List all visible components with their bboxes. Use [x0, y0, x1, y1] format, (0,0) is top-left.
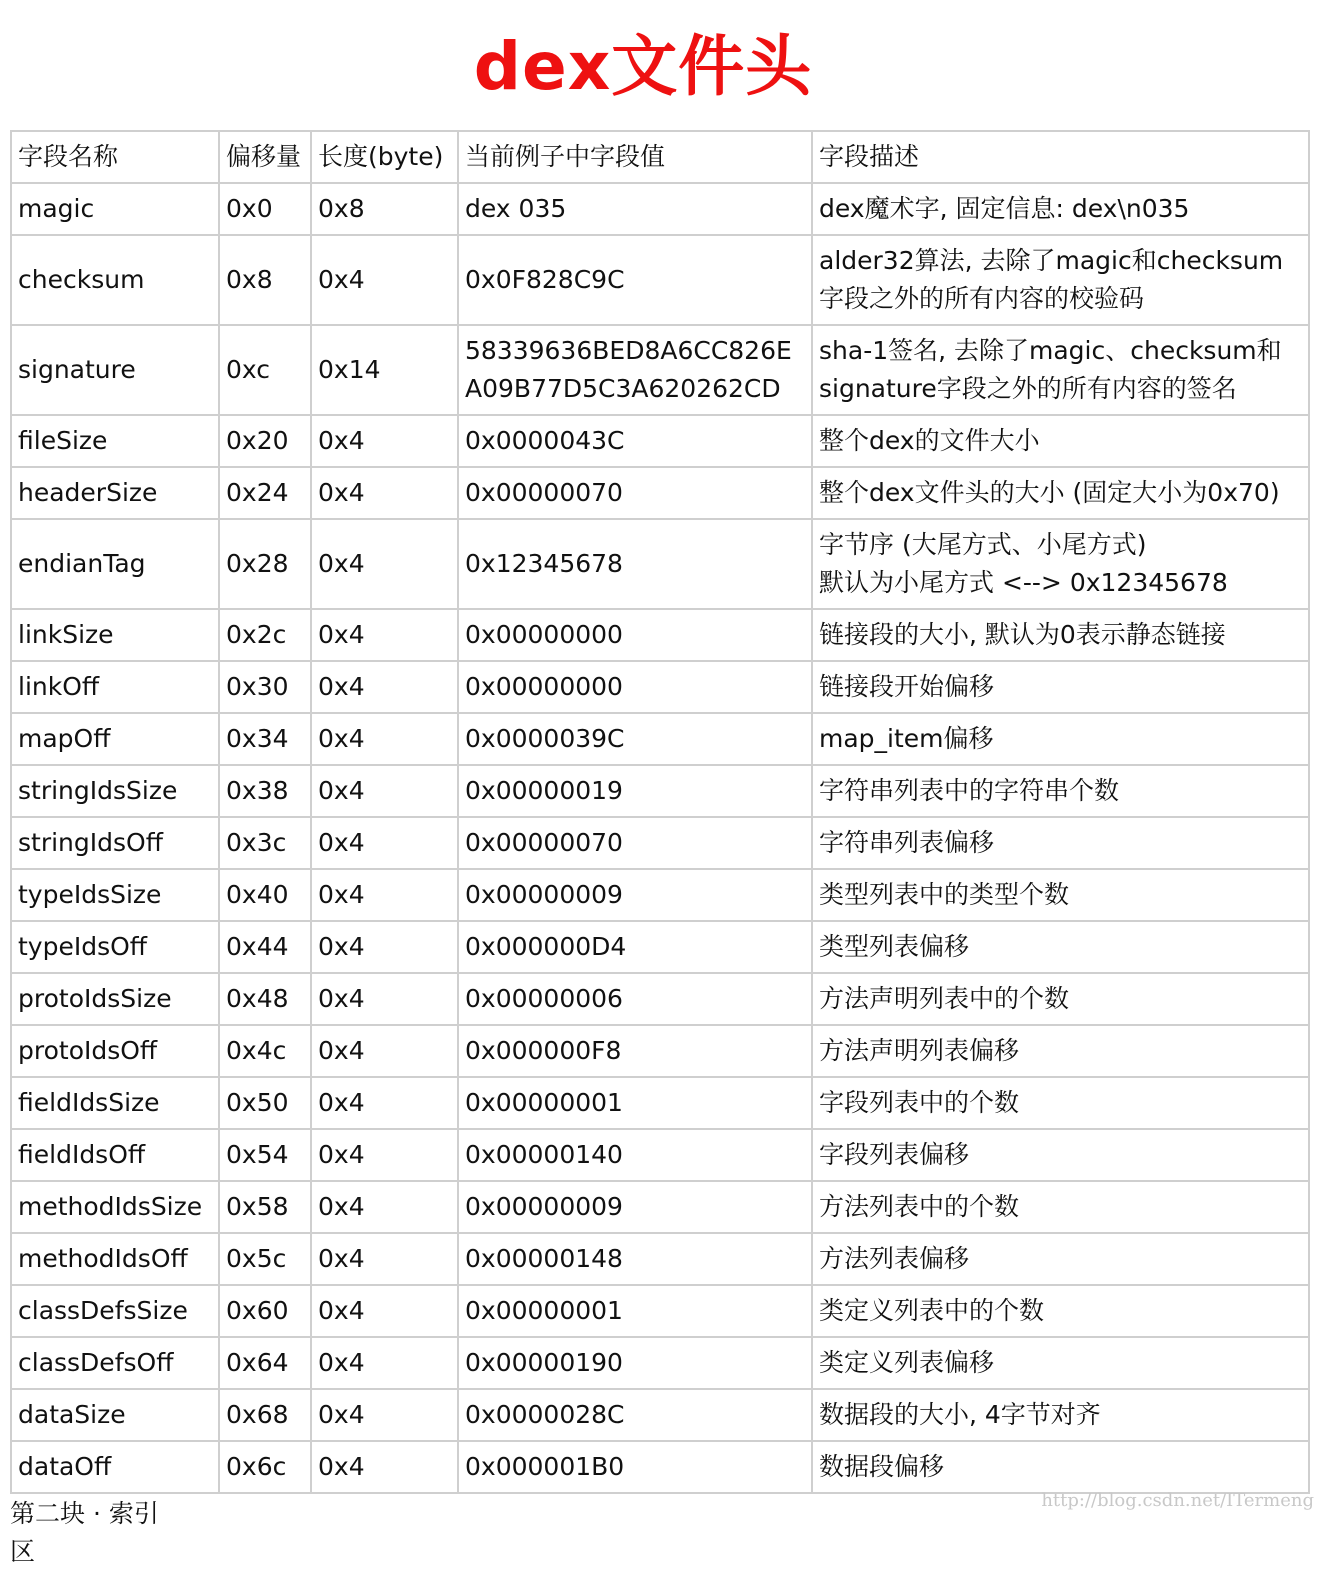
field-name-cell: classDefsOff	[11, 1337, 219, 1389]
value-cell-line: 0x00000009	[465, 880, 623, 909]
length-cell: 0x4	[311, 661, 458, 713]
description-cell-line: 方法列表偏移	[819, 1244, 970, 1273]
field-name-cell: stringIdsSize	[11, 765, 219, 817]
description-cell	[812, 1077, 1309, 1129]
length-cell: 0x4	[311, 1389, 458, 1441]
field-name-cell: mapOff	[11, 713, 219, 765]
length-cell: 0x4	[311, 765, 458, 817]
value-cell	[458, 1129, 812, 1181]
value-cell	[458, 467, 812, 519]
description-cell-line: 字节序 (大尾方式、小尾方式)	[819, 530, 1147, 559]
length-cell: 0x4	[311, 1077, 458, 1129]
field-name-cell: headerSize	[11, 467, 219, 519]
offset-cell: 0x64	[219, 1337, 311, 1389]
description-cell	[812, 921, 1309, 973]
offset-cell: 0x24	[219, 467, 311, 519]
description-cell-line: 整个dex的文件大小	[819, 426, 1040, 455]
description-cell	[812, 1389, 1309, 1441]
length-cell: 0x4	[311, 235, 458, 325]
value-cell	[458, 713, 812, 765]
offset-cell: 0x44	[219, 921, 311, 973]
offset-cell: 0x0	[219, 183, 311, 235]
value-cell	[458, 973, 812, 1025]
value-cell-line: 0x0000039C	[465, 724, 625, 753]
table-row	[11, 765, 1309, 817]
offset-cell: 0x5c	[219, 1233, 311, 1285]
description-cell	[812, 817, 1309, 869]
offset-cell: 0x38	[219, 765, 311, 817]
offset-cell: 0xc	[219, 325, 311, 415]
value-cell	[458, 325, 812, 415]
description-cell-line: 类型列表中的类型个数	[819, 880, 1070, 909]
description-cell-line: 数据段的大小, 4字节对齐	[819, 1400, 1101, 1429]
length-cell: 0x4	[311, 1285, 458, 1337]
description-cell-line: 方法声明列表中的个数	[819, 984, 1070, 1013]
value-cell-line: 0x00000006	[465, 984, 623, 1013]
offset-cell: 0x3c	[219, 817, 311, 869]
length-cell: 0x4	[311, 519, 458, 609]
value-cell-line: 0x0000028C	[465, 1400, 625, 1429]
field-name-cell: endianTag	[11, 519, 219, 609]
description-cell	[812, 765, 1309, 817]
length-cell: 0x4	[311, 1129, 458, 1181]
description-cell-line: 数据段偏移	[819, 1452, 945, 1481]
length-cell: 0x14	[311, 325, 458, 415]
description-cell-line: 默认为小尾方式 <--> 0x12345678	[819, 568, 1228, 597]
length-cell: 0x4	[311, 921, 458, 973]
table-row	[11, 921, 1309, 973]
value-cell-line: 0x0F828C9C	[465, 265, 625, 294]
page-title: dex文件头	[473, 28, 813, 105]
offset-cell: 0x58	[219, 1181, 311, 1233]
field-name-cell: signature	[11, 325, 219, 415]
value-cell-line: 0x00000001	[465, 1296, 623, 1325]
value-cell	[458, 519, 812, 609]
table-row	[11, 1129, 1309, 1181]
value-cell	[458, 1285, 812, 1337]
length-cell: 0x4	[311, 467, 458, 519]
value-cell-line: A09B77D5C3A620262CD	[465, 374, 781, 403]
value-cell	[458, 235, 812, 325]
value-cell-line: 0x0000043C	[465, 426, 625, 455]
table-row	[11, 1441, 1309, 1493]
description-cell	[812, 1441, 1309, 1493]
offset-cell: 0x60	[219, 1285, 311, 1337]
offset-cell: 0x28	[219, 519, 311, 609]
column-header-length: 长度(byte)	[311, 131, 458, 183]
table-header-row	[11, 131, 1309, 183]
description-cell-line: 类定义列表偏移	[819, 1348, 995, 1377]
value-cell-line: 0x000000D4	[465, 932, 627, 961]
table-row	[11, 519, 1309, 609]
field-name-cell: checksum	[11, 235, 219, 325]
value-cell	[458, 1389, 812, 1441]
offset-cell: 0x50	[219, 1077, 311, 1129]
description-cell	[812, 713, 1309, 765]
offset-cell: 0x2c	[219, 609, 311, 661]
value-cell-line: 0x00000019	[465, 776, 623, 805]
description-cell-line: 类型列表偏移	[819, 932, 970, 961]
next-section-caption: 第二块 · 索引区	[10, 1499, 159, 1566]
offset-cell: 0x54	[219, 1129, 311, 1181]
table-row	[11, 1337, 1309, 1389]
table-row	[11, 1077, 1309, 1129]
watermark: http://blog.csdn.net/ITermeng	[1041, 1490, 1314, 1511]
value-cell-line: 0x00000009	[465, 1192, 623, 1221]
table-row	[11, 869, 1309, 921]
length-cell: 0x4	[311, 1025, 458, 1077]
length-cell: 0x4	[311, 817, 458, 869]
field-name-cell: magic	[11, 183, 219, 235]
value-cell	[458, 817, 812, 869]
value-cell-line: 0x00000001	[465, 1088, 623, 1117]
description-cell-line: 字符串列表偏移	[819, 828, 995, 857]
column-header-description: 字段描述	[812, 131, 1309, 183]
value-cell	[458, 415, 812, 467]
value-cell	[458, 183, 812, 235]
description-cell-line: 方法列表中的个数	[819, 1192, 1020, 1221]
field-name-cell: stringIdsOff	[11, 817, 219, 869]
description-cell	[812, 1285, 1309, 1337]
description-cell-line: 方法声明列表偏移	[819, 1036, 1020, 1065]
description-cell	[812, 519, 1309, 609]
description-cell	[812, 1233, 1309, 1285]
value-cell-line: 0x12345678	[465, 549, 623, 578]
value-cell	[458, 921, 812, 973]
value-cell	[458, 1441, 812, 1493]
field-name-cell: protoIdsOff	[11, 1025, 219, 1077]
value-cell-line: 0x000001B0	[465, 1452, 625, 1481]
field-name-cell: fieldIdsSize	[11, 1077, 219, 1129]
field-name-cell: protoIdsSize	[11, 973, 219, 1025]
description-cell-line: 链接段开始偏移	[819, 672, 995, 701]
table-row	[11, 661, 1309, 713]
value-cell	[458, 1233, 812, 1285]
description-cell-line: alder32算法, 去除了magic和checksum	[819, 246, 1284, 275]
description-cell	[812, 235, 1309, 325]
description-cell-line: 字段列表偏移	[819, 1140, 970, 1169]
value-cell-line: 0x00000190	[465, 1348, 623, 1377]
field-name-cell: methodIdsOff	[11, 1233, 219, 1285]
value-cell-line: 0x00000140	[465, 1140, 623, 1169]
table-row	[11, 713, 1309, 765]
field-name-cell: fileSize	[11, 415, 219, 467]
description-cell	[812, 1025, 1309, 1077]
length-cell: 0x4	[311, 1233, 458, 1285]
description-cell-line: 字段列表中的个数	[819, 1088, 1020, 1117]
description-cell	[812, 661, 1309, 713]
description-cell-line: dex魔术字, 固定信息: dex\n035	[819, 194, 1190, 223]
value-cell	[458, 1181, 812, 1233]
offset-cell: 0x40	[219, 869, 311, 921]
field-name-cell: methodIdsSize	[11, 1181, 219, 1233]
field-name-cell: typeIdsOff	[11, 921, 219, 973]
length-cell: 0x8	[311, 183, 458, 235]
table-row	[11, 817, 1309, 869]
field-name-cell: linkSize	[11, 609, 219, 661]
length-cell: 0x4	[311, 609, 458, 661]
table-row	[11, 467, 1309, 519]
offset-cell: 0x8	[219, 235, 311, 325]
field-name-cell: classDefsSize	[11, 1285, 219, 1337]
description-cell	[812, 1337, 1309, 1389]
description-cell	[812, 869, 1309, 921]
length-cell: 0x4	[311, 1337, 458, 1389]
offset-cell: 0x6c	[219, 1441, 311, 1493]
table-row	[11, 1233, 1309, 1285]
description-cell	[812, 415, 1309, 467]
table-row	[11, 183, 1309, 235]
description-cell	[812, 467, 1309, 519]
length-cell: 0x4	[311, 713, 458, 765]
value-cell-line: 0x00000000	[465, 672, 623, 701]
value-cell	[458, 1025, 812, 1077]
field-name-cell: dataSize	[11, 1389, 219, 1441]
value-cell-line: 0x00000070	[465, 478, 623, 507]
field-name-cell: typeIdsSize	[11, 869, 219, 921]
length-cell: 0x4	[311, 973, 458, 1025]
description-cell-line: sha-1签名, 去除了magic、checksum和	[819, 336, 1282, 365]
description-cell-line: 字段之外的所有内容的校验码	[819, 284, 1145, 313]
description-cell	[812, 1181, 1309, 1233]
description-cell	[812, 183, 1309, 235]
value-cell-line: 0x00000148	[465, 1244, 623, 1273]
dex-header-table	[10, 130, 1310, 1494]
value-cell	[458, 869, 812, 921]
offset-cell: 0x34	[219, 713, 311, 765]
table-row	[11, 1181, 1309, 1233]
description-cell	[812, 973, 1309, 1025]
table-row	[11, 609, 1309, 661]
value-cell	[458, 1077, 812, 1129]
offset-cell: 0x20	[219, 415, 311, 467]
table-row	[11, 1025, 1309, 1077]
value-cell-line: 0x00000000	[465, 620, 623, 649]
column-header-offset: 偏移量	[219, 131, 311, 183]
value-cell	[458, 1337, 812, 1389]
length-cell: 0x4	[311, 1441, 458, 1493]
value-cell-line: 0x000000F8	[465, 1036, 622, 1065]
column-header-value: 当前例子中字段值	[458, 131, 812, 183]
table-row	[11, 235, 1309, 325]
description-cell	[812, 1129, 1309, 1181]
table-row	[11, 1389, 1309, 1441]
description-cell-line: 链接段的大小, 默认为0表示静态链接	[819, 620, 1226, 649]
value-cell	[458, 661, 812, 713]
offset-cell: 0x48	[219, 973, 311, 1025]
value-cell-line: 58339636BED8A6CC826E	[465, 336, 792, 365]
column-header-name: 字段名称	[11, 131, 219, 183]
field-name-cell: dataOff	[11, 1441, 219, 1493]
value-cell	[458, 609, 812, 661]
field-name-cell: fieldIdsOff	[11, 1129, 219, 1181]
description-cell-line: 类定义列表中的个数	[819, 1296, 1045, 1325]
offset-cell: 0x30	[219, 661, 311, 713]
length-cell: 0x4	[311, 1181, 458, 1233]
value-cell	[458, 765, 812, 817]
table-row	[11, 973, 1309, 1025]
field-name-cell: linkOff	[11, 661, 219, 713]
length-cell: 0x4	[311, 415, 458, 467]
value-cell-line: dex 035	[465, 194, 567, 223]
description-cell-line: 整个dex文件头的大小 (固定大小为0x70)	[819, 478, 1280, 507]
table-row	[11, 1285, 1309, 1337]
value-cell-line: 0x00000070	[465, 828, 623, 857]
description-cell-line: signature字段之外的所有内容的签名	[819, 374, 1237, 403]
description-cell	[812, 325, 1309, 415]
offset-cell: 0x68	[219, 1389, 311, 1441]
table-row	[11, 415, 1309, 467]
length-cell: 0x4	[311, 869, 458, 921]
description-cell	[812, 609, 1309, 661]
table-row	[11, 325, 1309, 415]
table-body	[11, 183, 1309, 1493]
offset-cell: 0x4c	[219, 1025, 311, 1077]
description-cell-line: 字符串列表中的字符串个数	[819, 776, 1120, 805]
description-cell-line: map_item偏移	[819, 724, 994, 753]
